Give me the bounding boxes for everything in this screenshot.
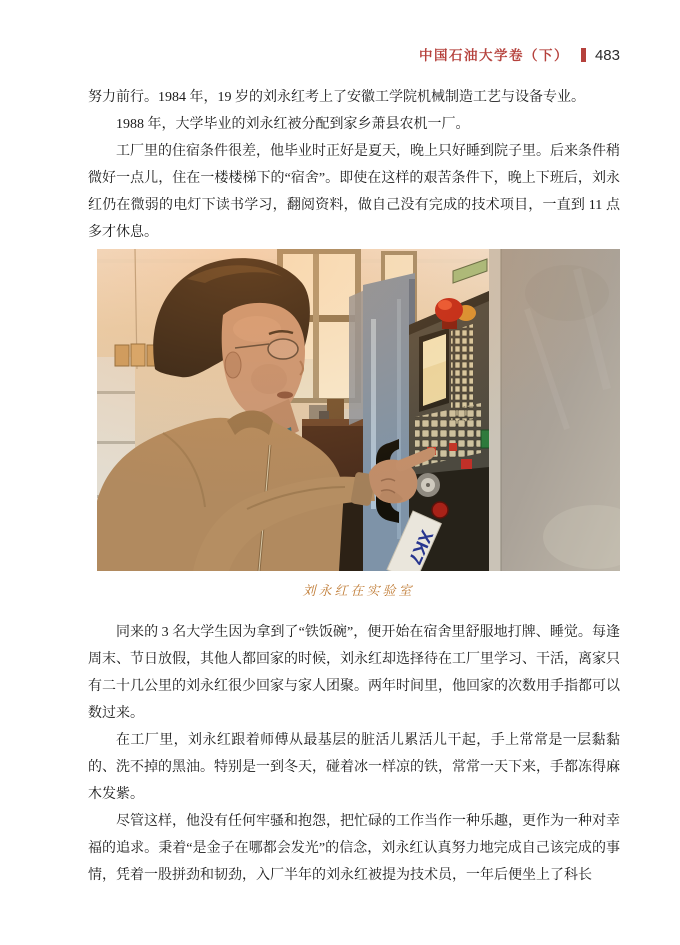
paragraph-5: 在工厂里，刘永红跟着师傅从最基层的脏活儿累活儿干起，手上常常是一层黏黏的、洗不掉的黑油。特别是一到冬天，碰着冰一样凉的铁，常常一天下来，手都冻得麻木发紫。 xyxy=(88,733,620,802)
running-header xyxy=(0,44,620,65)
body-text xyxy=(88,84,620,889)
page-number: 483 xyxy=(594,47,620,64)
paragraph-4: 同来的 3 名大学生因为拿到了“铁饭碗”，便开始在宿舍里舒服地打牌、睡觉。每逢周末、节日放假，其他人都回家的时候，刘永红却选择待在工厂里学习、干活，离家只有二十几公里的刘永红很少回家与家人团聚。两年时间里，他回家的次数用手指都可以数过来。 xyxy=(88,625,620,721)
photo-figure xyxy=(97,249,620,599)
photo-liu-yonghong-at-machine xyxy=(97,249,620,571)
warm-light-overlay xyxy=(97,249,620,571)
paragraph-2: 1988 年，大学毕业的刘永红被分配到家乡萧县农机一厂。 xyxy=(116,117,470,132)
paragraph-3: 工厂里的住宿条件很差，他毕业时正好是夏天，晚上只好睡到院子里。后来条件稍微好一点儿，住在一楼楼梯下的“宿舍”。即使在这样的艰苦条件下，晚上下班后，刘永红仍在微弱的电灯下读书学习，翻阅资料，做自己没有完成的技术项目，一直到 11 点多才休息。 xyxy=(88,144,620,240)
photo-caption: 刘永红在实验室 xyxy=(302,583,415,598)
header-divider-bar xyxy=(581,48,586,62)
paragraph-6: 尽管这样，他没有任何牢骚和抱怨，把忙碌的工作当作一种乐趣，更作为一种对幸福的追求。秉着“是金子在哪都会发光”的信念，刘永红认真努力地完成自己该完成的事情，凭着一股拼劲和韧劲，入厂半年的刘永红被提为技术员，一年后便坐上了科长 xyxy=(88,814,620,883)
header-title: 中国石油大学卷（下） xyxy=(418,48,569,63)
paragraph-1: 努力前行。1984 年，19 岁的刘永红考上了安徽工学院机械制造工艺与设备专业。 xyxy=(88,90,585,105)
